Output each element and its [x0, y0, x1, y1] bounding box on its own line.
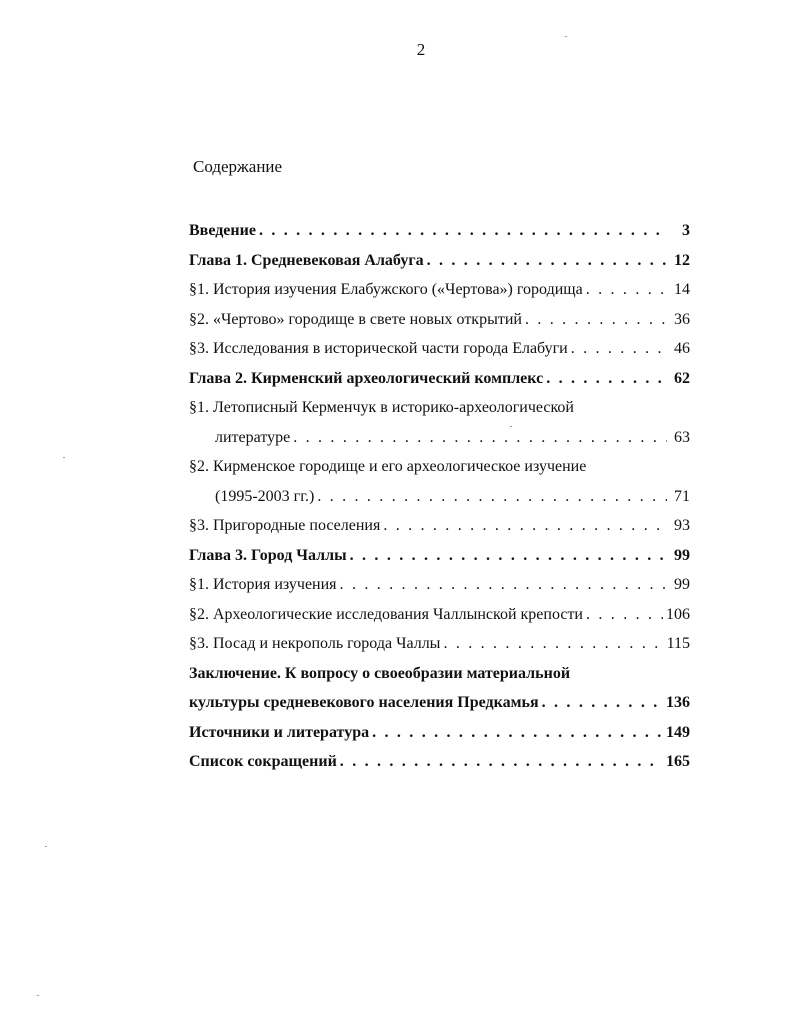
- dot-leader: [340, 747, 663, 777]
- toc-entry-label: §3. Пригородные поселения: [189, 517, 381, 534]
- toc-entry-ch2-section-3: [189, 511, 690, 541]
- toc-entry-ch3-section-1: [189, 570, 690, 600]
- toc-entry-conclusion: [189, 659, 690, 689]
- toc-entry-page: 99: [674, 576, 690, 593]
- toc-entry-label: Глава 2. Кирменский археологический комплекс: [189, 369, 544, 387]
- toc-entry-chapter-2: [189, 364, 690, 394]
- scan-speck: [37, 995, 39, 996]
- toc-entry-ch1-section-2: [189, 305, 690, 335]
- toc-entry-label: Глава 1. Средневековая Алабуга: [189, 251, 424, 269]
- page-number: 2: [416, 40, 426, 59]
- toc-entry-page: 93: [674, 517, 690, 534]
- toc-entry-page: 14: [674, 281, 690, 298]
- toc-entry-page: 106: [666, 605, 690, 623]
- toc-entry-page: 12: [674, 251, 690, 269]
- toc-entry-label: Список сокращений: [189, 753, 337, 770]
- dot-leader: [542, 688, 663, 718]
- toc-entry-page: 115: [666, 635, 690, 652]
- toc-entry-page: 62: [674, 369, 690, 387]
- toc-entry-ch3-section-3: [189, 629, 690, 659]
- toc-entry-page: 36: [674, 310, 690, 328]
- toc-entry-page: 136: [666, 694, 690, 711]
- dot-leader: [317, 482, 667, 512]
- toc-entry-page: 71: [674, 487, 690, 505]
- dot-leader: [586, 600, 663, 630]
- toc-entry-label: §2. «Чертово» городище в свете новых открытий: [189, 310, 522, 328]
- scan-speck: [63, 457, 65, 458]
- dot-leader: [571, 334, 667, 364]
- toc-entry-ch1-section-1: [189, 275, 690, 305]
- dot-leader: [350, 541, 667, 571]
- toc-entry-label: Заключение. К вопросу о своеобразии материальной: [189, 664, 571, 682]
- dot-leader: [383, 511, 667, 541]
- toc-entry-page: 165: [666, 753, 690, 770]
- toc-entry-label: §1. Летописный Керменчук в историко-археологической: [189, 399, 574, 416]
- scan-speck: [565, 36, 567, 37]
- dot-leader: [586, 275, 667, 305]
- toc-entry-page: 3: [682, 222, 690, 239]
- toc-entry-ch3-section-2: [189, 600, 690, 630]
- dot-leader: [427, 246, 667, 276]
- dot-leader: [443, 629, 663, 659]
- scan-speck: [510, 426, 512, 427]
- toc-entry-chapter-3: [189, 541, 690, 571]
- toc-heading: Содержание: [193, 157, 283, 176]
- toc-entry-label: §2. Кирменское городище и его археологическое изучение: [189, 458, 587, 475]
- toc-entry-ch1-section-3: [189, 334, 690, 364]
- toc-entry-label: §1. История изучения Елабужского («Чертова») городища: [189, 281, 583, 298]
- toc-entry-page: 99: [674, 546, 690, 564]
- toc-entry-abbreviations: [189, 747, 690, 777]
- toc-entry-ch2-section-2: [189, 452, 690, 482]
- toc-entry-label: §3. Посад и некрополь города Чаллы: [189, 635, 441, 652]
- toc-entry-ch2-section-1-continued: [189, 423, 690, 453]
- dot-leader: [546, 364, 667, 394]
- toc-entry-label: литературе: [215, 428, 291, 446]
- toc-entry-label: §1. История изучения: [189, 576, 337, 593]
- toc-entry-page: 46: [674, 340, 690, 357]
- scan-speck: [45, 846, 47, 847]
- toc-entry-label: Глава 3. Город Чаллы: [189, 546, 347, 564]
- toc-entry-chapter-1: [189, 246, 690, 276]
- dot-leader: [340, 570, 667, 600]
- toc-entry-label: Введение: [189, 222, 256, 239]
- toc-entry-ch2-section-1: [189, 393, 690, 423]
- dot-leader: [259, 216, 667, 246]
- toc-entry-sources: [189, 718, 690, 748]
- toc-entry-introduction: [189, 216, 690, 246]
- dot-leader: [525, 305, 667, 335]
- toc-entry-page: 149: [666, 723, 690, 741]
- toc-entry-label: культуры средневекового населения Предкамья: [189, 694, 539, 711]
- dot-leader: [293, 423, 667, 453]
- toc-entry-label: §2. Археологические исследования Чаллынской крепости: [189, 605, 583, 623]
- dot-leader: [372, 718, 663, 748]
- toc-entry-label: §3. Исследования в исторической части города Елабуги: [189, 340, 568, 357]
- table-of-contents: [189, 216, 690, 777]
- toc-entry-label: (1995-2003 гг.): [215, 487, 315, 505]
- toc-entry-conclusion-continued: [189, 688, 690, 718]
- toc-entry-page: 63: [674, 428, 690, 446]
- toc-entry-label: Источники и литература: [189, 723, 370, 741]
- toc-entry-ch2-section-2-continued: [189, 482, 690, 512]
